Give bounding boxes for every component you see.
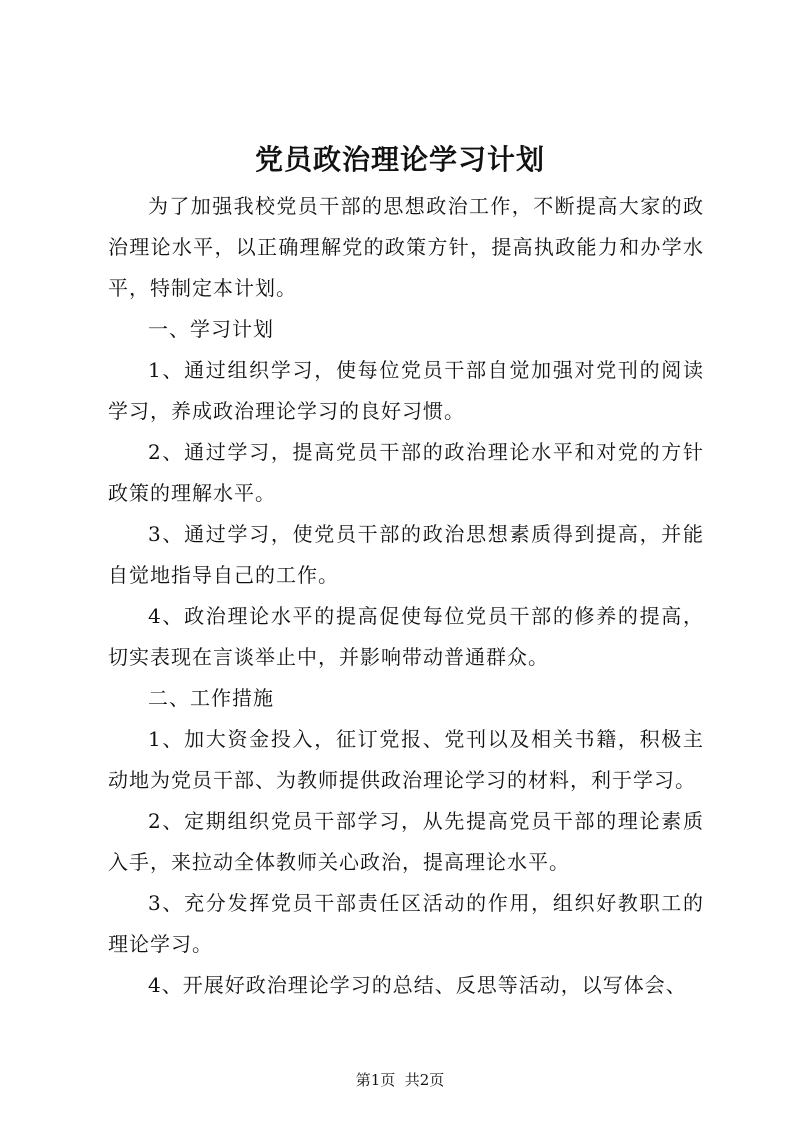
section-heading-study-plan: 一、学习计划 bbox=[148, 317, 274, 341]
plan-item-1: 1、通过组织学习，使每位党员干部自觉加强对党刊的阅读学习，养成政治理论学习的良好习惯。 bbox=[108, 358, 704, 423]
section-heading-measures: 二、工作措施 bbox=[148, 686, 274, 710]
intro-paragraph: 为了加强我校党员干部的思想政治工作，不断提高大家的政治理论水平，以正确理解党的政策方针，提高执政能力和办学水平，特制定本计划。 bbox=[108, 194, 704, 300]
plan-item-2: 2、通过学习，提高党员干部的政治理论水平和对党的方针政策的理解水平。 bbox=[108, 440, 704, 505]
document-title: 党员政治理论学习计划 bbox=[254, 143, 545, 176]
page-footer bbox=[0, 1069, 800, 1091]
plan-item-4: 4、政治理论水平的提高促使每位党员干部的修养的提高，切实表现在言谈举止中，并影响带动普通群众。 bbox=[108, 604, 704, 669]
plan-item-3: 3、通过学习，使党员干部的政治思想素质得到提高，并能自觉地指导自己的工作。 bbox=[108, 522, 704, 587]
document-body bbox=[108, 186, 704, 1006]
measure-item-4: 4、开展好政治理论学习的总结、反思等活动，以写体会、 bbox=[148, 973, 687, 997]
measure-item-1: 1、加大资金投入，征订党报、党刊以及相关书籍，积极主动地为党员干部、为教师提供政治理论学习的材料，利于学习。 bbox=[108, 727, 704, 792]
measure-item-2: 2、定期组织党员干部学习，从先提高党员干部的理论素质入手，来拉动全体教师关心政治，提高理论水平。 bbox=[108, 809, 704, 874]
measure-item-3: 3、充分发挥党员干部责任区活动的作用，组织好教职工的理论学习。 bbox=[108, 891, 704, 956]
page-number: 第1页 共2页 bbox=[355, 1071, 445, 1089]
